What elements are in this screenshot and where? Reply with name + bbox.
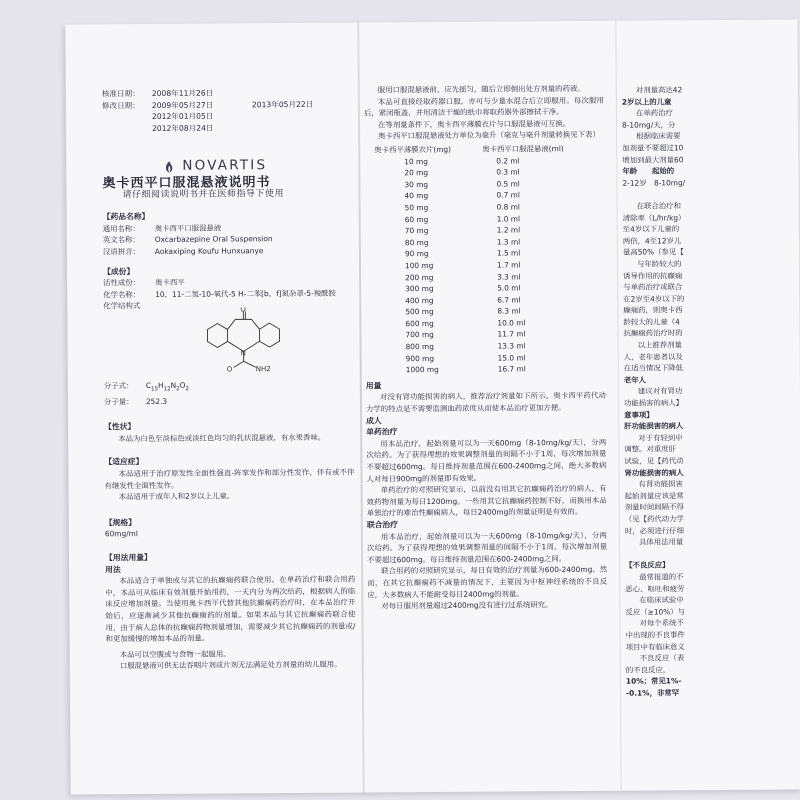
middle-column: [364, 83, 608, 612]
table-cell-mg: 30 mg: [404, 179, 429, 189]
dose-conversion-table: [374, 143, 565, 376]
approval-date-label: [102, 111, 152, 123]
middle-intro-2: 本品可直接经取药器口服，亦可与少量水混合后立即服用。每次服用后，紧闭瓶盖，并用清洁干燥的纸巾将取药器外部擦拭干净。: [363, 95, 604, 118]
field-value: 奥卡西平: [155, 277, 185, 288]
formula-label: 分子式：: [103, 380, 134, 390]
table-cell-mg: 50 mg: [404, 202, 429, 213]
right-column-line: 最常报道的不: [639, 572, 684, 582]
table-cell-ml: 3.3 ml: [497, 271, 521, 282]
section-heading: 【适应症】: [104, 457, 144, 467]
approval-date-value: 2012年01月05日: [151, 111, 214, 121]
right-column-line: 10%；常见1%-: [625, 676, 682, 686]
right-column-line: 加剂量不要超过10: [622, 143, 684, 153]
table-cell-ml: 1.5 ml: [496, 248, 521, 258]
field-value: Oxcarbazepine Oral Suspension: [154, 234, 273, 245]
table-cell-mg: 20 mg: [404, 168, 429, 178]
section-heading: 【药品名称】: [102, 212, 150, 222]
mw-label: 分子量：: [103, 396, 134, 406]
table-cell-mg: 500 mg: [405, 307, 434, 317]
mw-row: [104, 394, 354, 407]
mw-value: 252.3: [145, 396, 168, 406]
paper-fold-line-right: [615, 21, 621, 791]
table-cell-mg: 200 mg: [405, 272, 434, 282]
table-cell-ml: 1.7 ml: [496, 260, 521, 270]
novartis-logo: [162, 159, 352, 174]
table-cell-mg: 100 mg: [404, 260, 434, 271]
right-column-line: 抗癫痫药治疗时的: [623, 328, 683, 339]
table-cell-mg: 400 mg: [405, 295, 434, 305]
right-column-line: 对每个系统不: [639, 618, 684, 628]
right-column-line: 2-12岁 8-10mg/: [622, 177, 686, 188]
field-label: 通用名称：: [102, 223, 140, 234]
table-cell-ml: 0.3 ml: [496, 167, 520, 177]
right-column-line: 至4岁以下儿童的: [622, 224, 680, 234]
right-column-line: 的不良反应，: [625, 665, 671, 675]
field-label: 化学名称：: [103, 289, 141, 300]
field-label: 活性成份：: [103, 278, 141, 288]
nh2-label: NH2: [255, 365, 271, 374]
formula-row: [104, 378, 354, 396]
dose-heading: 用量: [365, 381, 382, 391]
right-column-line: 功能损害的病人】: [623, 398, 684, 408]
right-column-line: 与单药治疗或联合: [623, 282, 683, 292]
table-cell-mg: 900 mg: [405, 353, 435, 363]
table-cell-mg: 600 mg: [405, 318, 434, 329]
right-column-line: 意事项】: [624, 410, 654, 420]
field-value: Aokaxiping Koufu Hunxuanye: [154, 246, 264, 256]
right-column-line: 根据临床需要: [636, 131, 681, 141]
mono-heading: 单药治疗: [366, 427, 398, 437]
leaflet-paper: [65, 19, 800, 794]
right-column-line: 在临床试验中: [639, 595, 684, 605]
table-row: [376, 363, 566, 376]
table-header-row: [374, 143, 564, 156]
usage-paragraph-2: 本品可以空腹或与食物一起服用。: [119, 649, 231, 659]
indication-text: 本品适用于治疗原发性全面性强直-阵挛发作和部分性发作，伴有或不伴有继发性全面性发作。: [104, 467, 355, 490]
table-cell-ml: 0.2 ml: [496, 155, 520, 166]
table-cell-mg: 300 mg: [405, 284, 434, 294]
table-cell-mg: 40 mg: [404, 191, 429, 201]
right-column-line: 人，老年患者以及: [623, 351, 683, 362]
field-value: 奥卡西平口服混悬液: [154, 223, 222, 233]
right-column-line: -0.1%，非常罕: [625, 688, 680, 698]
formula-value: $C_{15}H_{12}N_2O_2$: [145, 380, 189, 392]
section-heading: 【用法用量】: [105, 552, 152, 563]
table-cell-ml: 5.0 ml: [497, 283, 521, 293]
field-row: [103, 245, 353, 258]
brand-name: NOVARTIS: [182, 157, 268, 174]
combo-paragraph-1: 用本品治疗，起始剂量可以为一天600mg（8-10mg/kg/天），分两次给药。为了获得理想的效果调整剂量的间隔不小于1周，每次增加剂量不要超过600mg。每日维持剂量范围在600-2400mg之间。: [366, 530, 608, 565]
table-cell-ml: 8.3 ml: [497, 306, 521, 316]
adult-heading: 成人: [366, 415, 382, 426]
table-cell-ml: 1.0 ml: [496, 213, 521, 224]
table-cell-ml: 0.8 ml: [496, 202, 520, 212]
right-column-line: 剂量时间间隔不得: [624, 502, 684, 513]
right-column-line: 反应（≥10%）与: [625, 606, 686, 617]
section-heading: 【性状】: [104, 422, 136, 432]
mono-paragraph-2: 单药治疗的对照研究显示，以前没有用其它抗癫痫药治疗的病人，有效药物剂量为每日1200mg。一些用其它抗癫痫药控制不好，而换用本品单独治疗的难治性癫痫病人，每日2400mg的剂量证明是有效的。: [366, 483, 607, 518]
section-traits: [104, 420, 354, 445]
table-cell-ml: 13.3 ml: [497, 341, 526, 351]
carbonyl-o-label: O: [240, 306, 246, 314]
table-cell-mg: 80 mg: [404, 237, 429, 247]
chemical-structure-diagram: [193, 307, 303, 376]
right-column-line: 不良反应（表: [639, 653, 685, 663]
structure-label: 化学结构式: [103, 301, 141, 311]
amide-o-label: O: [226, 365, 233, 374]
table-cell-mg: 800 mg: [405, 342, 434, 352]
section-indication: [104, 455, 354, 503]
right-column-line: 肝功能损害的病人: [624, 421, 684, 431]
spec-value: 60mg/ml: [104, 529, 138, 539]
table-cell-ml: 11.7 ml: [497, 329, 526, 340]
right-column-line: 调整。对重度肝: [624, 444, 677, 455]
table-cell-mg: 1000 mg: [405, 365, 439, 375]
approval-date-value-2: [252, 121, 352, 133]
field-label: 英文名称：: [102, 235, 140, 245]
approval-date-value: 2008年11月26日: [151, 88, 214, 98]
right-column-line: 8-10mg/天，分: [622, 120, 676, 130]
right-column-line: 项目中有临床意义: [625, 641, 685, 652]
right-column-line: 试验，见【药代动: [624, 456, 684, 466]
right-column-line: 时，必须进行仔细: [624, 525, 685, 536]
right-column-line: 在单药治疗: [635, 108, 673, 118]
right-column-line: 肾功能损害的病人: [624, 467, 684, 478]
right-column-line: 具体用法用量: [638, 537, 684, 547]
right-column: [622, 83, 800, 699]
usage-paragraph-3: 口服混悬液可供无法吞咽片剂或片剂无法满足处方剂量的幼儿服用。: [119, 659, 342, 671]
table-cell-ml: 10.0 ml: [497, 318, 526, 328]
right-column-line: 癫痫药，则奥卡西: [623, 305, 683, 315]
right-column-line: 对于有轻到中: [638, 433, 683, 443]
table-cell-ml: 6.7 ml: [497, 295, 521, 305]
approval-date-label: 修改日期：: [101, 100, 140, 110]
section-heading: 【规格】: [104, 517, 137, 528]
dose-intro: 对没有肾功能损害的病人，推荐治疗剂量如下所示。奥卡西平药代动力学的特点是不需要监测血药浓度从而使本品治疗更加方便。: [365, 391, 606, 414]
table-cell-mg: 700 mg: [405, 330, 434, 340]
table-cell-ml: 16.7 ml: [497, 364, 526, 374]
document-subtitle: 请仔细阅读说明书并在医师指导下使用: [122, 188, 285, 200]
combo-paragraph-3: 对每日服用剂量超过2400mg没有进行过系统研究。: [381, 600, 553, 611]
field-row: [103, 287, 353, 300]
middle-intro-4: 奥卡西平口服混悬液处方单位为毫升（毫克与毫升剂量转换见下表）: [378, 130, 600, 141]
section-spec: [105, 515, 355, 540]
approval-date-value-2: [252, 110, 352, 122]
right-column-line: 量高50%（参见【: [622, 247, 684, 257]
traits-text: 本品为白色至淡棕色或淡红色均匀的乳状混悬液，有水果香味。: [118, 432, 326, 443]
right-column-line: 在2岁至4岁以下的: [623, 293, 685, 304]
table-header-cell: 奥卡西平薄膜衣片(mg): [374, 144, 452, 155]
document-title: 奥卡西平口服混悬液说明书: [102, 175, 271, 192]
left-column: [102, 87, 356, 673]
table-cell-mg: 10 mg: [404, 156, 428, 166]
right-column-line: 清除率（L/hr/kg）: [622, 212, 686, 223]
right-column-line: 年龄 起始的: [622, 166, 675, 176]
combo-paragraph-2: 联合用药的对照研究显示，每日有效的治疗剂量为600-2400mg。然而，在其它抗癫痫药不减量的情况下，主要因为中枢神经系统的不良反应，大多数病人不能耐受每日2400mg的剂量。: [367, 565, 608, 600]
table-cell-ml: 15.0 ml: [497, 353, 526, 363]
right-column-line: 对剂量高达42: [635, 85, 683, 95]
section-heading: 【成份】: [103, 266, 135, 276]
indication-text-2: 本品适用于成年人和2岁以上儿童。: [118, 491, 235, 502]
middle-intro-1: 服用口服混悬液前，应先摇匀，随后立即倒出处方剂量的药液。: [377, 83, 585, 95]
table-cell-mg: 60 mg: [404, 214, 429, 224]
approval-date-label: 核准日期：: [101, 89, 140, 99]
right-column-line: 【不良反应】: [625, 560, 670, 571]
section-usage: [105, 550, 356, 672]
right-column-line: 增加到最大剂量60: [622, 154, 684, 165]
approval-date-value-2: [252, 87, 352, 99]
right-column-line: 2岁以上的儿童: [621, 96, 672, 107]
right-column-line: （见【药代动力学: [624, 514, 684, 524]
right-column-line: 老年人: [623, 375, 647, 385]
usage-paragraph-1: 本品适合于单独或与其它的抗癫痫药联合使用。在单药治疗和联合用药中，本品可从临床有效剂量开始用药，一天内分为两次给药，根据病人的临床反应增加剂量。当使用奥卡西平代替其他抗癫痫药治疗时，在本品治疗开始后，应逐渐减少其他抗癫痫药的剂量。如果本品与其它抗癫痫药联合使用，由于病人总体的抗癫痫药物剂量增加，需要减少其它抗癫痫药的剂量或/和更加缓慢的增加本品的剂量。: [105, 574, 356, 644]
right-column-line: 在联合治疗和: [636, 201, 681, 211]
field-value: 10，11-二氢-10-氧代-5 H-二苯[b，f]氮杂䓬-5-羧酰胺: [155, 288, 336, 299]
section-composition: [103, 264, 354, 407]
right-column-line: 龄较大的儿童（4: [623, 317, 680, 327]
approval-date-label: [102, 122, 152, 134]
right-column-line: 两倍，4至12岁儿: [622, 235, 682, 246]
table-cell-ml: 1.3 ml: [496, 237, 521, 247]
field-label: 汉语拼音：: [102, 247, 140, 257]
table-cell-mg: 70 mg: [404, 226, 429, 236]
mono-paragraph-1: 用本品治疗，起始剂量可以为一天600mg（8-10mg/kg/天），分两次给药。为了获得理想的效果调整剂量的间隔不小于1周，每次增加剂量不要超过600mg。每日维持剂量范围在600-2400mg之间，绝大多数病人对每日900mg的剂量即有效果。: [366, 437, 607, 484]
right-column-line: 建议对有肾功: [637, 386, 683, 397]
middle-intro-3: 在等剂量条件下，奥卡西平薄膜衣片与口服混悬液可互换。: [377, 118, 571, 130]
table-cell-ml: 1.2 ml: [496, 225, 521, 235]
ring-n-label: N: [240, 349, 246, 358]
right-column-line: 与年龄较大的: [636, 259, 682, 269]
right-column-line: 诱导作用的抗癫痫: [623, 270, 683, 281]
approval-dates: [102, 87, 352, 135]
table-cell-ml: 0.7 ml: [496, 190, 520, 200]
approval-date-value: 2009年05月27日: [151, 100, 214, 110]
right-column-line: 有肾功能损害: [638, 479, 683, 489]
approval-date-row: [102, 121, 352, 134]
right-column-line: 在适当情况下降低: [623, 363, 683, 373]
combo-heading: 联合治疗: [366, 520, 399, 530]
table-cell-mg: 90 mg: [404, 249, 429, 259]
approval-date-value-2: 2013年05月22日: [251, 99, 314, 109]
usage-subheading: 用法: [105, 564, 121, 574]
table-cell-ml: 0.5 ml: [496, 179, 520, 189]
novartis-flame-icon: [162, 160, 176, 174]
right-column-line: 恶心、呕吐和疲劳: [625, 583, 685, 594]
right-column-line: 以上推荐剂量: [637, 340, 682, 350]
right-column-line: 起始剂量应该是常: [624, 491, 684, 501]
table-header-cell: 奥卡西平口服混悬液(ml): [482, 144, 564, 154]
section-name: [103, 210, 353, 258]
right-column-line: 中出现的不良事件: [625, 630, 685, 640]
approval-date-value: 2012年08月24日: [152, 123, 214, 133]
